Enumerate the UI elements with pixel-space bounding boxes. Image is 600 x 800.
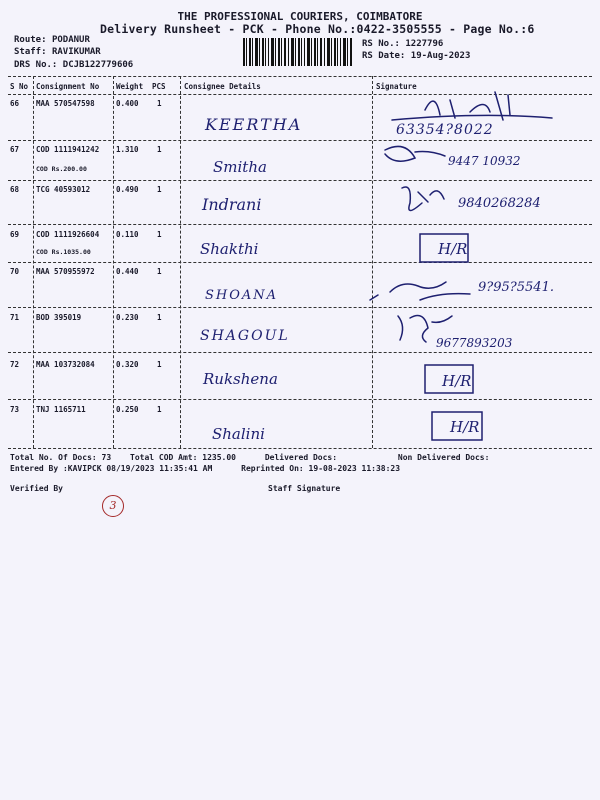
staff-value: RAVIKUMAR	[51, 47, 101, 57]
signature-phone: 63354?8022	[396, 122, 494, 138]
signature-phone: 9677893203	[436, 336, 513, 350]
row-sno: 71	[10, 313, 20, 322]
signature-scribble	[402, 187, 444, 211]
row-sno: 68	[10, 185, 20, 194]
consignee-name: SHOANA	[205, 288, 279, 303]
row-weight: 1.310	[116, 145, 139, 154]
signature-scribble	[392, 115, 552, 120]
consignee-name: Shalini	[212, 425, 265, 443]
signature-scribble	[385, 146, 445, 161]
header-sno: S No	[10, 82, 29, 91]
total-cod-value: 1235.00	[202, 453, 236, 462]
row-cod-amount: COD Rs.200.00	[36, 165, 87, 173]
row-weight: 0.110	[116, 230, 139, 239]
row-sno: 70	[10, 267, 20, 276]
runsheet-title: Delivery Runsheet - PCK - Phone No.:0422-3505555 - Page No.:6	[100, 22, 535, 36]
signature-scribble	[398, 316, 452, 342]
rs-date-value: 19-Aug-2023	[410, 51, 471, 61]
row-consignment: TCG 40593012	[36, 185, 91, 194]
verified-by-label: Verified By	[10, 484, 63, 493]
consignee-name: Smitha	[213, 158, 267, 176]
row-cod-amount: COD Rs.1035.00	[36, 248, 91, 256]
signature-phone: 9840268284	[458, 196, 541, 211]
header-consignee: Consignee Details	[184, 82, 261, 91]
signature-hr-mark: H/R	[450, 418, 480, 436]
hr-box	[432, 412, 482, 440]
header-signature: Signature	[376, 82, 417, 91]
reprinted-on: Reprinted On: 19-08-2023 11:38:23	[241, 464, 401, 473]
total-cod-label: Total COD Amt:	[130, 453, 198, 462]
hr-box	[420, 234, 468, 262]
row-consignment: COD 1111941242	[36, 145, 100, 154]
hr-box	[425, 365, 473, 393]
signature-hr-mark: H/R	[442, 372, 472, 390]
row-sno: 66	[10, 99, 20, 108]
header-consignment: Consignment No	[36, 82, 100, 91]
row-consignment: COD 1111926604	[36, 230, 100, 239]
signature-phone: 9?95?5541.	[478, 280, 554, 295]
consignee-name: Rukshena	[203, 370, 278, 388]
row-weight: 0.250	[116, 405, 139, 414]
total-docs-value: 73	[101, 453, 112, 462]
header-pcs: PCS	[152, 82, 166, 91]
row-pcs: 1	[157, 313, 162, 322]
entered-by: Entered By :KAVIPCK 08/19/2023 11:35:41 AM	[10, 464, 213, 473]
row-pcs: 1	[157, 230, 162, 239]
row-sno: 73	[10, 405, 20, 414]
consignee-name: KEERTHA	[205, 115, 303, 134]
row-pcs: 1	[157, 145, 162, 154]
row-sno: 69	[10, 230, 20, 239]
row-weight: 0.230	[116, 313, 139, 322]
row-pcs: 1	[157, 405, 162, 414]
row-consignment: MAA 103732084	[36, 360, 95, 369]
rs-date-label: RS Date:	[362, 51, 406, 61]
route-value: PODANUR	[51, 35, 90, 45]
rs-no-value: 1227796	[405, 39, 444, 49]
row-consignment: TNJ 1165711	[36, 405, 86, 414]
staff-label: Staff:	[14, 47, 47, 57]
staff-signature-label: Staff Signature	[268, 484, 341, 493]
row-pcs: 1	[157, 360, 162, 369]
row-weight: 0.320	[116, 360, 139, 369]
non-delivered-docs-label: Non Delivered Docs:	[397, 453, 490, 462]
consignee-name: Shakthi	[200, 240, 259, 258]
row-consignment: MAA 570547598	[36, 99, 95, 108]
header-weight: Weight	[116, 82, 144, 91]
drs-value: DCJB122779606	[62, 60, 134, 70]
row-sno: 67	[10, 145, 20, 154]
drs-label: DRS No.:	[14, 60, 58, 70]
company-name: THE PROFESSIONAL COURIERS, COIMBATORE	[177, 10, 423, 23]
row-weight: 0.440	[116, 267, 139, 276]
consignee-name: Indrani	[202, 195, 262, 214]
audit-line	[10, 464, 400, 473]
route-label: Route:	[14, 35, 47, 45]
row-sno: 72	[10, 360, 20, 369]
row-weight: 0.400	[116, 99, 139, 108]
row-pcs: 1	[157, 267, 162, 276]
rs-no-label: RS No.:	[362, 39, 400, 49]
row-consignment: MAA 570955972	[36, 267, 95, 276]
signature-hr-mark: H/R	[438, 240, 468, 258]
row-consignment: BOD 395019	[36, 313, 82, 322]
circled-number-mark: 3	[102, 495, 124, 517]
total-docs-label: Total No. Of Docs:	[10, 453, 97, 462]
row-weight: 0.490	[116, 185, 139, 194]
signature-phone: 9447 10932	[448, 154, 521, 168]
signature-scribble	[370, 282, 470, 300]
consignee-name: SHAGOUL	[200, 328, 290, 344]
totals-line	[10, 453, 489, 462]
delivered-docs-label: Delivered Docs:	[264, 453, 338, 462]
row-pcs: 1	[157, 99, 162, 108]
row-pcs: 1	[157, 185, 162, 194]
